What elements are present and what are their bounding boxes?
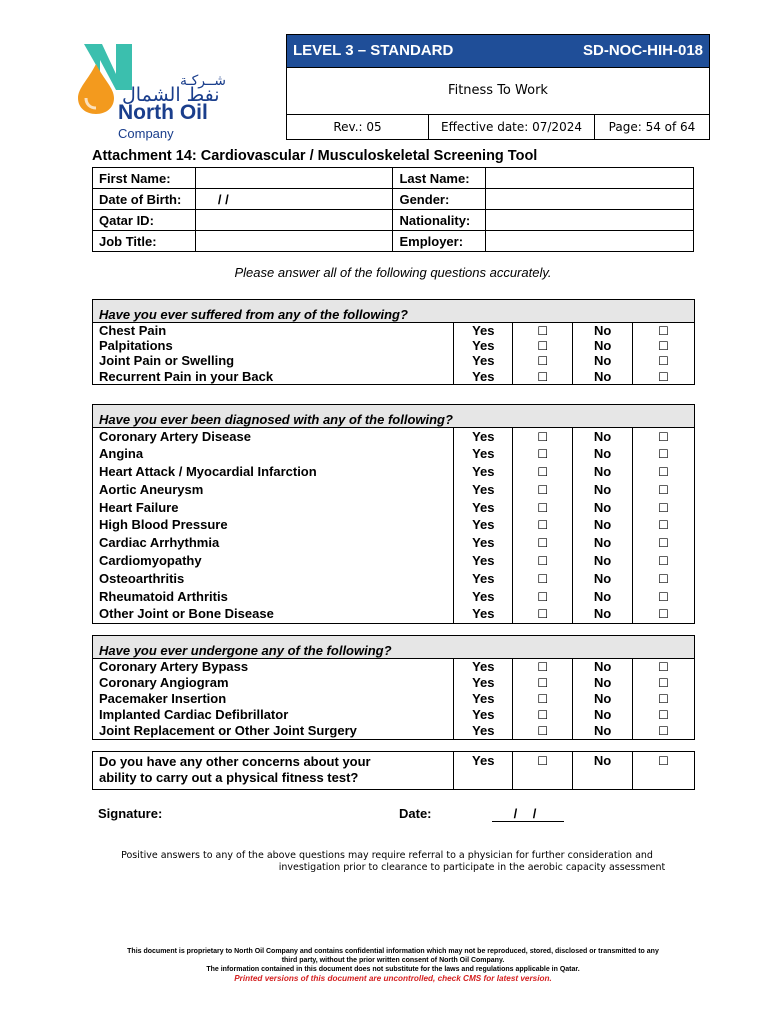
- instruction-text: Please answer all of the following questions accurately.: [234, 265, 552, 280]
- no-checkbox[interactable]: ☐: [633, 354, 695, 370]
- question-row: [93, 428, 695, 446]
- info-value-field[interactable]: [486, 231, 694, 252]
- question-label: Joint Pain or Swelling: [93, 354, 454, 370]
- no-checkbox[interactable]: ☐: [633, 338, 695, 354]
- no-label: No: [573, 605, 633, 623]
- section-diagnosed-table: [92, 404, 695, 624]
- question-label: Joint Replacement or Other Joint Surgery: [93, 723, 454, 739]
- no-label: No: [573, 499, 633, 517]
- yes-checkbox[interactable]: ☐: [513, 552, 573, 570]
- info-row: [93, 168, 694, 189]
- section-heading-row: [93, 636, 695, 659]
- yes-checkbox[interactable]: ☐: [513, 534, 573, 552]
- yes-checkbox[interactable]: ☐: [513, 570, 573, 588]
- info-label: Gender:: [393, 189, 486, 210]
- yes-checkbox[interactable]: ☐: [513, 605, 573, 623]
- yes-label: Yes: [454, 570, 513, 588]
- no-label: No: [573, 354, 633, 370]
- footer-line1: This document is proprietary to North Oil Company and contains confidential information which may not be reproduced, stored, disclosed or transmitted to any: [127, 948, 659, 955]
- no-label: No: [573, 707, 633, 723]
- document-footer: [90, 947, 696, 983]
- yes-checkbox[interactable]: ☐: [513, 499, 573, 517]
- info-value-field[interactable]: [486, 189, 694, 210]
- no-checkbox[interactable]: ☐: [633, 659, 695, 675]
- yes-label: Yes: [454, 369, 513, 385]
- no-checkbox[interactable]: ☐: [633, 691, 695, 707]
- section-heading: Have you ever suffered from any of the following?: [93, 300, 695, 323]
- info-value-field[interactable]: [195, 231, 393, 252]
- no-label: No: [573, 369, 633, 385]
- info-value-field[interactable]: [486, 168, 694, 189]
- section-heading: Have you ever undergone any of the following?: [93, 636, 695, 659]
- logo-english-company: Company: [118, 126, 174, 141]
- question-label: Pacemaker Insertion: [93, 691, 454, 707]
- yes-label: Yes: [454, 552, 513, 570]
- question-label: Other Joint or Bone Disease: [93, 605, 454, 623]
- yes-label: Yes: [454, 481, 513, 499]
- info-label: Job Title:: [93, 231, 196, 252]
- concern-no-checkbox[interactable]: ☐: [633, 752, 695, 790]
- no-checkbox[interactable]: ☐: [633, 675, 695, 691]
- no-checkbox[interactable]: ☐: [633, 445, 695, 463]
- no-label: No: [573, 588, 633, 606]
- question-row: [93, 605, 695, 623]
- section-undergone-table: [92, 635, 695, 740]
- date-field[interactable]: / /: [492, 806, 564, 822]
- concern-question: [93, 752, 454, 790]
- no-checkbox[interactable]: ☐: [633, 369, 695, 385]
- question-label: Chest Pain: [93, 323, 454, 339]
- question-row: [93, 675, 695, 691]
- logo-arabic-name: نفط الشمال: [122, 84, 220, 106]
- question-label: Palpitations: [93, 338, 454, 354]
- info-value-field[interactable]: / /: [195, 189, 393, 210]
- info-row: [93, 189, 694, 210]
- no-checkbox[interactable]: ☐: [633, 516, 695, 534]
- question-row: [93, 481, 695, 499]
- question-row: [93, 354, 695, 370]
- question-row: [93, 552, 695, 570]
- question-label: Cardiomyopathy: [93, 552, 454, 570]
- question-label: Coronary Artery Bypass: [93, 659, 454, 675]
- doc-effective-date: Effective date: 07/2024: [429, 115, 595, 139]
- signature-label: Signature:: [98, 806, 163, 821]
- footer-line2: third party, without the prior written consent of North Oil Company.: [281, 957, 505, 964]
- info-row: [93, 231, 694, 252]
- question-row: [93, 570, 695, 588]
- no-checkbox[interactable]: ☐: [633, 605, 695, 623]
- question-row: [93, 534, 695, 552]
- no-checkbox[interactable]: ☐: [633, 588, 695, 606]
- yes-label: Yes: [454, 516, 513, 534]
- question-row: [93, 707, 695, 723]
- question-row: [93, 323, 695, 339]
- yes-label: Yes: [454, 445, 513, 463]
- question-row: [93, 445, 695, 463]
- yes-label: Yes: [454, 675, 513, 691]
- yes-checkbox[interactable]: ☐: [513, 323, 573, 339]
- date-label: Date:: [399, 806, 432, 821]
- info-label: Last Name:: [393, 168, 486, 189]
- section-heading-row: [93, 300, 695, 323]
- question-row: [93, 516, 695, 534]
- question-label: Recurrent Pain in your Back: [93, 369, 454, 385]
- yes-label: Yes: [454, 323, 513, 339]
- referral-note: [92, 850, 682, 874]
- no-label: No: [573, 481, 633, 499]
- concern-question-line1: Do you have any other concerns about your: [99, 754, 371, 769]
- question-label: Implanted Cardiac Defibrillator: [93, 707, 454, 723]
- question-row: [93, 588, 695, 606]
- yes-checkbox[interactable]: ☐: [513, 707, 573, 723]
- doc-level: LEVEL 3 – STANDARD: [293, 42, 454, 59]
- no-checkbox[interactable]: ☐: [633, 463, 695, 481]
- section-suffered-table: [92, 299, 695, 385]
- info-value-field[interactable]: [195, 168, 393, 189]
- info-label: Qatar ID:: [93, 210, 196, 231]
- question-label: Osteoarthritis: [93, 570, 454, 588]
- referral-note-line1: Positive answers to any of the above questions may require referral to a physician for further consideration and: [121, 850, 653, 861]
- no-checkbox[interactable]: ☐: [633, 570, 695, 588]
- no-checkbox[interactable]: ☐: [633, 323, 695, 339]
- no-label: No: [573, 445, 633, 463]
- no-checkbox[interactable]: ☐: [633, 534, 695, 552]
- north-oil-logo: [76, 42, 248, 142]
- section-heading-row: [93, 405, 695, 428]
- referral-note-line2: investigation prior to clearance to participate in the aerobic capacity assessment: [278, 862, 666, 873]
- yes-checkbox[interactable]: ☐: [513, 481, 573, 499]
- yes-checkbox[interactable]: ☐: [513, 463, 573, 481]
- no-label: No: [573, 428, 633, 446]
- yes-label: Yes: [454, 723, 513, 739]
- doc-code: SD-NOC-HIH-018: [582, 42, 703, 59]
- yes-label: Yes: [454, 338, 513, 354]
- yes-checkbox[interactable]: ☐: [513, 516, 573, 534]
- info-row: [93, 210, 694, 231]
- info-label: Employer:: [393, 231, 486, 252]
- document-header: [286, 34, 710, 140]
- yes-checkbox[interactable]: ☐: [513, 338, 573, 354]
- question-row: [93, 463, 695, 481]
- concern-question-table: [92, 751, 695, 790]
- attachment-title: Attachment 14: Cardiovascular / Musculoskeletal Screening Tool: [92, 148, 538, 164]
- yes-checkbox[interactable]: ☐: [513, 675, 573, 691]
- yes-label: Yes: [454, 463, 513, 481]
- yes-label: Yes: [454, 499, 513, 517]
- yes-label: Yes: [454, 354, 513, 370]
- info-label: Nationality:: [393, 210, 486, 231]
- info-value-field[interactable]: [195, 210, 393, 231]
- yes-checkbox[interactable]: ☐: [513, 691, 573, 707]
- no-label: No: [573, 463, 633, 481]
- question-label: Rheumatoid Arthritis: [93, 588, 454, 606]
- yes-checkbox[interactable]: ☐: [513, 428, 573, 446]
- question-row: [93, 659, 695, 675]
- question-label: Cardiac Arrhythmia: [93, 534, 454, 552]
- question-row: [93, 691, 695, 707]
- concern-question-line2: ability to carry out a physical fitness test?: [99, 770, 359, 785]
- question-row: [93, 369, 695, 385]
- yes-label: Yes: [454, 691, 513, 707]
- no-label: No: [573, 516, 633, 534]
- info-value-field[interactable]: [486, 210, 694, 231]
- info-label: Date of Birth:: [93, 189, 196, 210]
- question-label: Heart Failure: [93, 499, 454, 517]
- question-label: High Blood Pressure: [93, 516, 454, 534]
- question-label: Coronary Artery Disease: [93, 428, 454, 446]
- question-label: Aortic Aneurysm: [93, 481, 454, 499]
- yes-label: Yes: [454, 588, 513, 606]
- logo-english-name: North Oil: [118, 101, 208, 124]
- yes-checkbox[interactable]: ☐: [513, 723, 573, 739]
- doc-title: Fitness To Work: [287, 67, 709, 115]
- no-checkbox[interactable]: ☐: [633, 723, 695, 739]
- yes-label: Yes: [454, 534, 513, 552]
- yes-label: Yes: [454, 428, 513, 446]
- no-label: No: [573, 323, 633, 339]
- question-label: Heart Attack / Myocardial Infarction: [93, 463, 454, 481]
- no-checkbox[interactable]: ☐: [633, 481, 695, 499]
- concern-no-label: No: [573, 752, 633, 790]
- no-label: No: [573, 534, 633, 552]
- footer-uncontrolled-warning: Printed versions of this document are uncontrolled, check CMS for latest version.: [234, 974, 552, 983]
- yes-label: Yes: [454, 707, 513, 723]
- doc-revision: Rev.: 05: [287, 115, 429, 139]
- no-label: No: [573, 675, 633, 691]
- info-label: First Name:: [93, 168, 196, 189]
- question-label: Coronary Angiogram: [93, 675, 454, 691]
- question-row: [93, 338, 695, 354]
- no-label: No: [573, 723, 633, 739]
- no-checkbox[interactable]: ☐: [633, 499, 695, 517]
- concern-yes-checkbox[interactable]: ☐: [513, 752, 573, 790]
- yes-checkbox[interactable]: ☐: [513, 354, 573, 370]
- no-label: No: [573, 570, 633, 588]
- question-row: [93, 723, 695, 739]
- no-label: No: [573, 552, 633, 570]
- logo-arabic-company: شــركـة: [180, 73, 226, 89]
- yes-label: Yes: [454, 659, 513, 675]
- personal-info-table: [92, 167, 694, 252]
- doc-page-number: Page: 54 of 64: [608, 120, 696, 134]
- no-label: No: [573, 338, 633, 354]
- no-label: No: [573, 691, 633, 707]
- question-row: [93, 499, 695, 517]
- yes-label: Yes: [454, 605, 513, 623]
- no-checkbox[interactable]: ☐: [633, 552, 695, 570]
- yes-checkbox[interactable]: ☐: [513, 588, 573, 606]
- no-label: No: [573, 659, 633, 675]
- question-label: Angina: [93, 445, 454, 463]
- footer-line3: The information contained in this document does not substitute for the laws and regulations applicable in Qatar.: [206, 966, 580, 973]
- no-checkbox[interactable]: ☐: [633, 707, 695, 723]
- section-heading: Have you ever been diagnosed with any of the following?: [93, 405, 695, 428]
- header-bar: [287, 35, 709, 67]
- yes-checkbox[interactable]: ☐: [513, 445, 573, 463]
- no-checkbox[interactable]: ☐: [633, 428, 695, 446]
- yes-checkbox[interactable]: ☐: [513, 659, 573, 675]
- yes-checkbox[interactable]: ☐: [513, 369, 573, 385]
- concern-yes-label: Yes: [454, 752, 513, 790]
